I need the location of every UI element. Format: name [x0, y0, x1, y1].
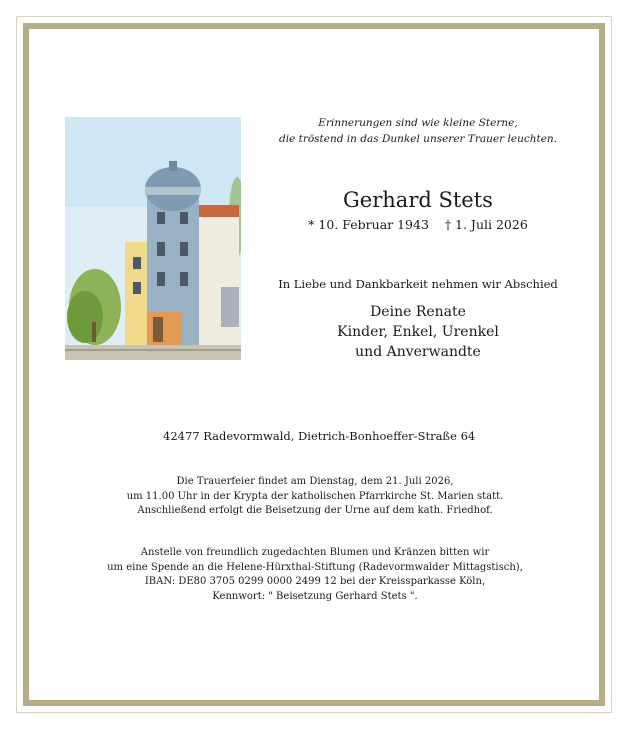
ceremony-line: Anschließend erfolgt die Beisetzung der Urne auf dem kath. Friedhof.	[137, 505, 493, 516]
mourner-line: und Anverwandte	[355, 344, 481, 360]
donation-info	[60, 546, 570, 604]
watercolor-building-image	[65, 117, 241, 360]
quote-line: Erinnerungen sind wie kleine Sterne,	[318, 117, 518, 129]
donation-line: IBAN: DE80 3705 0299 0000 2499 12 bei der Kreissparkasse Köln,	[144, 576, 486, 587]
mourner-line: Deine Renate	[370, 304, 466, 320]
donation-line: um eine Spende an die Helene-Hürxthal-Stiftung (Radevormwalder Mittagstisch),	[107, 561, 523, 573]
ceremony-line: Die Trauerfeier findet am Dienstag, dem 21. Juli 2026,	[176, 476, 454, 487]
deceased-name: Gerhard Stets	[343, 188, 493, 212]
life-dates	[238, 216, 598, 234]
ceremony-line: um 11.00 Uhr in der Krypta der katholischen Pfarrkirche St. Marien statt.	[126, 490, 504, 502]
birth-date: * 10. Februar 1943	[308, 217, 429, 232]
quote-line: die tröstend in das Dunkel unserer Trauer leuchten.	[278, 133, 558, 145]
memorial-quote	[238, 115, 598, 147]
donation-line: Kennwort: " Beisetzung Gerhard Stets ".	[212, 590, 418, 602]
family-address: 42477 Radevormwald, Dietrich-Bonhoeffer-Straße 64	[163, 429, 476, 443]
donation-line: Anstelle von freundlich zugedachten Blumen und Kränzen bitten wir	[140, 547, 490, 558]
farewell-text: In Liebe und Dankbarkeit nehmen wir Abschied	[278, 277, 558, 291]
mourner-line: Kinder, Enkel, Urenkel	[337, 324, 499, 340]
death-date: † 1. Juli 2026	[444, 217, 528, 232]
mourners-list	[238, 302, 598, 362]
ceremony-info	[60, 475, 570, 519]
